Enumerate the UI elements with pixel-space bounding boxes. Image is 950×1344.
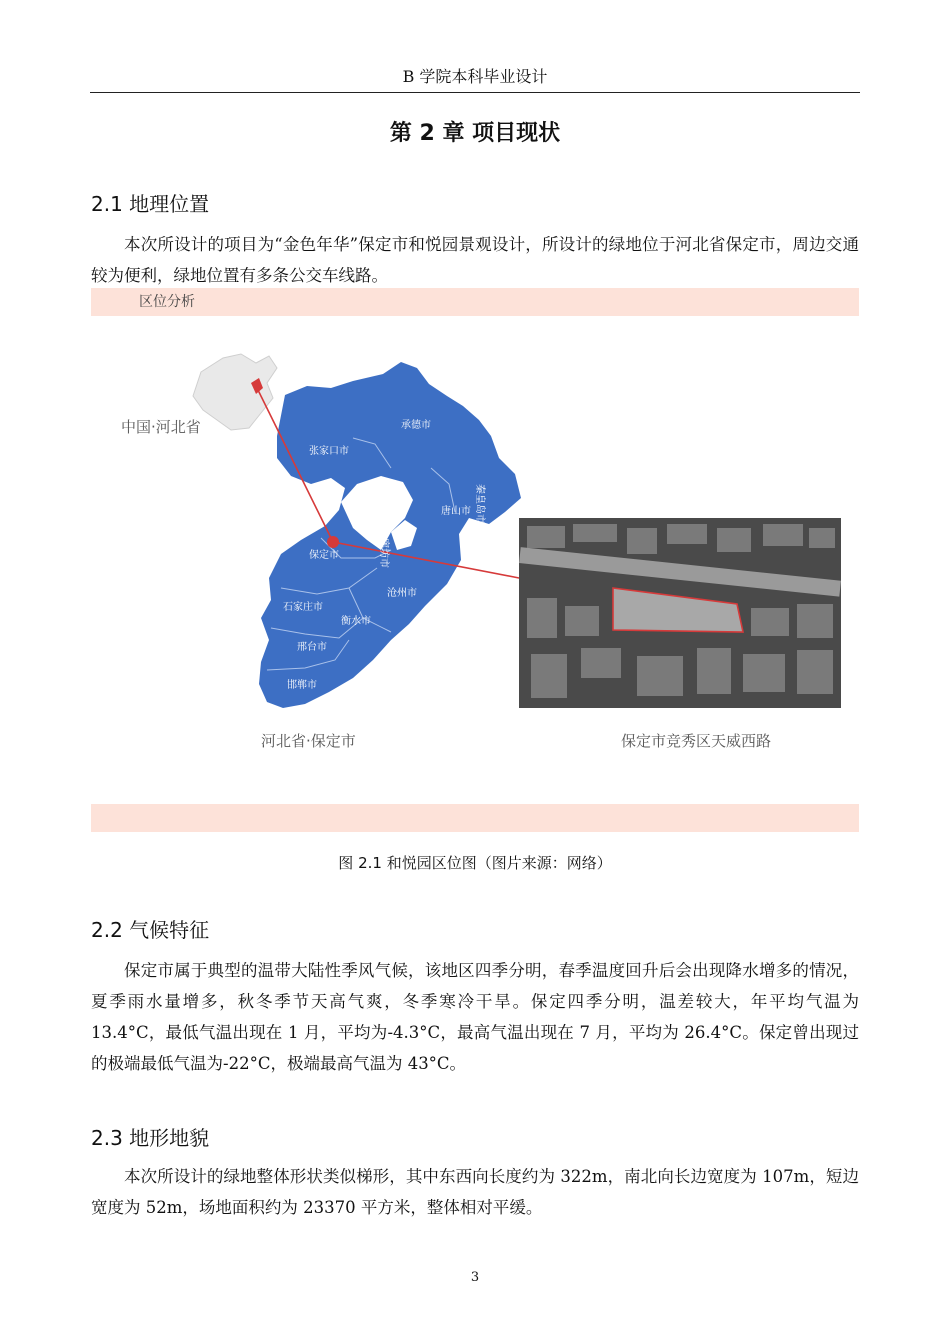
city-label: 邢台市 xyxy=(297,642,327,653)
figure-bottom-band xyxy=(91,804,859,832)
section-heading-location: 2.1 地理位置 xyxy=(91,192,210,216)
city-label: 邯郸市 xyxy=(287,680,317,691)
label-china-hebei: 中国·河北省 xyxy=(121,418,201,436)
city-label: 衡水市 xyxy=(341,616,371,627)
section-text-terrain: 本次所设计的绿地整体形状类似梯形，其中东西向长度约为 322m，南北向长边宽度为 107m，短边宽度为 52m，场地面积约为 23370 平方米，整体相对平缓。 xyxy=(91,1167,859,1217)
china-outline-map xyxy=(193,354,277,430)
city-label: 沧州市 xyxy=(387,588,417,599)
figure-caption: 图 2.1 和悦园区位图（图片来源：网络） xyxy=(338,854,612,872)
chapter-title: 第 2 章 项目现状 xyxy=(389,121,561,146)
section-text-location: 本次所设计的项目为“金色年华”保定市和悦园景观设计，所设计的绿地位于河北省保定市，周边交通较为便利，绿地位置有多条公交车线路。 xyxy=(91,235,859,285)
city-label: 廊坊市 xyxy=(378,538,389,568)
figure-band-label: 区位分析 xyxy=(139,294,195,310)
city-label: 保定市 xyxy=(309,550,339,561)
city-label: 石家庄市 xyxy=(283,602,323,613)
city-label: 秦皇岛市 xyxy=(474,484,485,524)
page-number: 3 xyxy=(470,1270,480,1285)
page-header: B 学院本科毕业设计 xyxy=(90,66,860,93)
baoding-marker-icon xyxy=(327,536,339,548)
city-label: 承德市 xyxy=(401,420,431,431)
label-site-road: 保定市竞秀区天威西路 xyxy=(621,732,772,750)
city-label: 唐山市 xyxy=(441,506,471,517)
section-text-climate: 保定市属于典型的温带大陆性季风气候，该地区四季分明，春季温度回升后会出现降水增多的情况，夏季雨水量增多，秋冬季节天高气爽，冬季寒冷干旱。保定四季分明，温差较大，年平均气温为 13.4°C，最低气温出现在 1 月，平均为-4.3°C，最高气温出现在 7 月，平均为 26.4°C。保定曾出现过的极端最低气温为-22°C，极端最高气温为 43°C。 xyxy=(91,961,859,1073)
section-heading-terrain: 2.3 地形地貌 xyxy=(91,1126,210,1150)
aerial-photo xyxy=(519,518,841,708)
location-figure xyxy=(91,288,859,832)
city-label: 张家口市 xyxy=(309,446,349,457)
section-heading-climate: 2.2 气候特征 xyxy=(91,918,210,942)
location-map-graphic xyxy=(91,288,859,804)
hebei-province-map xyxy=(259,362,521,708)
label-hebei-baoding: 河北省·保定市 xyxy=(261,732,356,750)
